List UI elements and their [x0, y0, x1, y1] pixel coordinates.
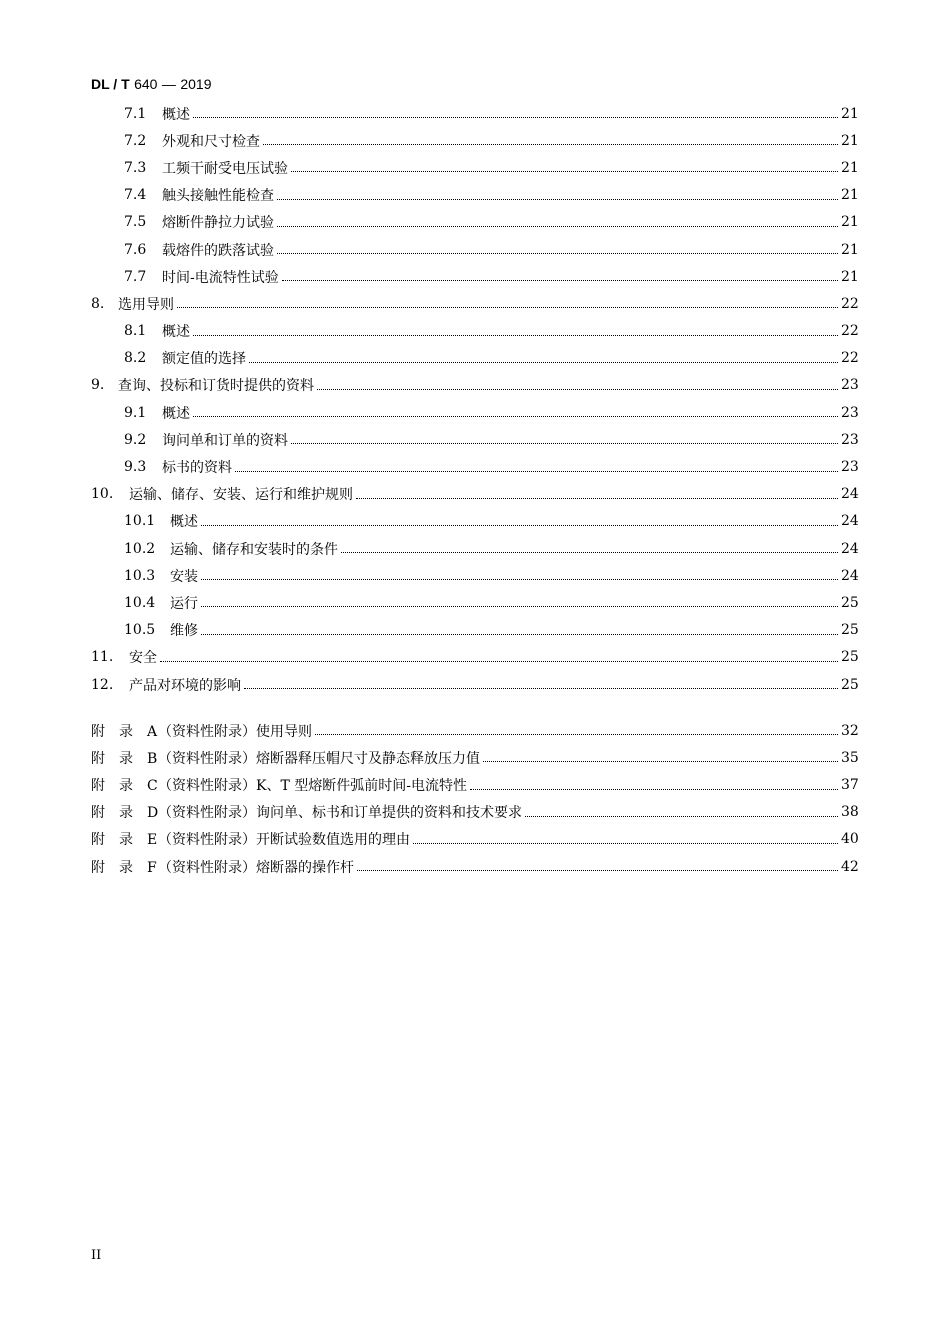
toc-entry[interactable]: [91, 426, 858, 453]
toc-entry-number: 12.: [91, 676, 114, 693]
dot-leader: [277, 253, 838, 254]
toc-entry-title: 运输、储存、安装、运行和维护规则: [129, 487, 353, 504]
dot-leader: [277, 226, 838, 227]
table-of-contents: [91, 100, 858, 880]
appendix-entry[interactable]: [91, 772, 858, 799]
toc-entry[interactable]: [91, 453, 858, 480]
toc-entry-page: 23: [841, 459, 859, 476]
toc-entry-title: 熔断件静拉力试验: [162, 215, 274, 232]
appendix-entry[interactable]: [91, 826, 858, 853]
dot-leader: [282, 280, 838, 281]
toc-entry[interactable]: [91, 236, 858, 263]
appendix-title: （资料性附录）使用导则: [158, 723, 312, 740]
appendix-page: 38: [841, 804, 859, 821]
dot-leader: [525, 816, 838, 817]
toc-entry[interactable]: [91, 100, 858, 127]
toc-entry-title: 概述: [162, 106, 190, 123]
appendix-title: （资料性附录）开断试验数值选用的理由: [158, 832, 410, 849]
dot-leader: [177, 307, 838, 308]
toc-entry-title: 标书的资料: [162, 460, 232, 477]
toc-entry[interactable]: [91, 644, 858, 671]
toc-entry-number: 9.3: [124, 459, 147, 476]
dot-leader: [413, 843, 838, 844]
toc-entry-title: 安全: [129, 650, 157, 667]
toc-entry-title: 运行: [170, 595, 198, 612]
toc-entry-page: 21: [841, 241, 859, 258]
toc-entry-number: 9.: [91, 377, 105, 394]
appendix-label: 附 录 C: [91, 778, 158, 795]
toc-entry-title: 维修: [170, 623, 198, 640]
document-header: [91, 76, 212, 93]
dot-leader: [357, 870, 838, 871]
dot-leader: [291, 171, 838, 172]
dot-leader: [470, 789, 838, 790]
toc-entry-page: 23: [841, 404, 859, 421]
toc-entry-number: 8.: [91, 295, 105, 312]
toc-entry[interactable]: [91, 671, 858, 698]
toc-entry-page: 25: [841, 594, 859, 611]
appendix-entry[interactable]: [91, 799, 858, 826]
header-dash: —: [161, 76, 176, 92]
toc-entry-page: 21: [841, 159, 859, 176]
toc-entry-title: 选用导则: [118, 296, 174, 313]
toc-entry-number: 8.1: [124, 323, 147, 340]
appendix-title: （资料性附录）K、T 型熔断件弧前时间-电流特性: [158, 778, 467, 795]
dot-leader: [483, 761, 838, 762]
toc-entry-title: 安装: [170, 568, 198, 585]
toc-entry-title: 概述: [162, 324, 190, 341]
page-number: II: [91, 1248, 102, 1263]
toc-entry-page: 24: [841, 567, 859, 584]
appendix-label: 附 录 F: [91, 859, 157, 876]
toc-entry-title: 时间-电流特性试验: [162, 269, 279, 286]
appendix-label: 附 录 E: [91, 832, 158, 849]
appendix-entry[interactable]: [91, 744, 858, 771]
dot-leader: [315, 734, 838, 735]
toc-entry-title: 产品对环境的影响: [129, 677, 241, 694]
toc-entry[interactable]: [91, 535, 858, 562]
toc-entry-number: 10.3: [124, 567, 156, 584]
toc-entry-number: 7.3: [124, 159, 147, 176]
toc-entry-title: 询问单和订单的资料: [162, 432, 288, 449]
toc-entry[interactable]: [91, 562, 858, 589]
appendix-label: 附 录 B: [91, 750, 158, 767]
toc-entry-title: 查询、投标和订货时提供的资料: [118, 378, 314, 395]
appendix-page: 42: [841, 858, 859, 875]
appendix-entry[interactable]: [91, 717, 858, 744]
dot-leader: [263, 144, 838, 145]
appendix-title: （资料性附录）熔断器的操作杆: [158, 859, 354, 876]
toc-entry[interactable]: [91, 508, 858, 535]
appendix-title: （资料性附录）询问单、标书和订单提供的资料和技术要求: [158, 805, 522, 822]
toc-entry-number: 7.4: [124, 187, 147, 204]
dot-leader: [341, 552, 838, 553]
toc-entry-number: 11.: [91, 649, 114, 666]
dot-leader: [201, 525, 838, 526]
toc-entry-number: 10.5: [124, 622, 156, 639]
toc-entry-page: 25: [841, 622, 859, 639]
toc-entry-number: 10.4: [124, 594, 156, 611]
appendix-page: 35: [841, 749, 859, 766]
toc-entry-title: 触头接触性能检查: [162, 188, 274, 205]
dot-leader: [193, 416, 838, 417]
appendix-label: 附 录 D: [91, 805, 159, 822]
toc-entry-number: 10.2: [124, 540, 156, 557]
toc-entry-page: 21: [841, 187, 859, 204]
standard-number: 640: [134, 76, 158, 92]
toc-entry-page: 22: [841, 323, 859, 340]
toc-entry[interactable]: [91, 617, 858, 644]
toc-entry-title: 概述: [170, 514, 198, 531]
standard-year: 2019: [180, 76, 212, 92]
toc-entry-page: 21: [841, 105, 859, 122]
appendix-entry[interactable]: [91, 853, 858, 880]
dot-leader: [201, 579, 838, 580]
dot-leader: [356, 498, 838, 499]
toc-entry-page: 22: [841, 295, 859, 312]
appendix-page: 37: [841, 777, 859, 794]
toc-entry-page: 25: [841, 676, 859, 693]
toc-entry[interactable]: [91, 372, 858, 399]
dot-leader: [201, 634, 838, 635]
toc-entry-page: 22: [841, 350, 859, 367]
toc-entry-title: 运输、储存和安装时的条件: [170, 541, 338, 558]
dot-leader: [193, 117, 838, 118]
section-spacer: [91, 698, 858, 717]
toc-entry-page: 21: [841, 268, 859, 285]
toc-entry-number: 7.1: [124, 105, 147, 122]
appendix-label: 附 录 A: [91, 723, 158, 740]
dot-leader: [291, 443, 838, 444]
dot-leader: [160, 661, 838, 662]
toc-entry[interactable]: [91, 127, 858, 154]
toc-entry-number: 7.7: [124, 268, 147, 285]
appendix-page: 40: [841, 831, 859, 848]
toc-entry[interactable]: [91, 182, 858, 209]
toc-entry-page: 21: [841, 214, 859, 231]
toc-entry-page: 24: [841, 540, 859, 557]
standard-code: DL / T: [91, 76, 130, 92]
toc-entry-number: 10.: [91, 486, 114, 503]
toc-entry-page: 25: [841, 649, 859, 666]
toc-entry[interactable]: [91, 209, 858, 236]
appendix-page: 32: [841, 722, 859, 739]
toc-entry-number: 9.1: [124, 404, 147, 421]
toc-entry-page: 23: [841, 431, 859, 448]
dot-leader: [201, 606, 838, 607]
toc-entry-page: 21: [841, 132, 859, 149]
toc-entry[interactable]: [91, 481, 858, 508]
dot-leader: [235, 471, 838, 472]
toc-entry-title: 工频干耐受电压试验: [162, 160, 288, 177]
dot-leader: [317, 389, 838, 390]
toc-entry[interactable]: [91, 399, 858, 426]
toc-entry[interactable]: [91, 589, 858, 616]
toc-entry-title: 外观和尺寸检查: [162, 133, 260, 150]
toc-entry[interactable]: [91, 345, 858, 372]
toc-entry-page: 24: [841, 513, 859, 530]
toc-entry-number: 8.2: [124, 350, 147, 367]
dot-leader: [193, 335, 838, 336]
toc-entry-number: 7.5: [124, 214, 147, 231]
toc-entry[interactable]: [91, 290, 858, 317]
dot-leader: [277, 199, 838, 200]
toc-entry-number: 9.2: [124, 431, 147, 448]
toc-entry-title: 载熔件的跌落试验: [162, 242, 274, 259]
toc-entry-page: 24: [841, 486, 859, 503]
toc-entry-number: 7.6: [124, 241, 147, 258]
toc-entry-title: 额定值的选择: [162, 351, 246, 368]
toc-entry[interactable]: [91, 154, 858, 181]
toc-entry-page: 23: [841, 377, 859, 394]
toc-entry[interactable]: [91, 263, 858, 290]
toc-entry-number: 10.1: [124, 513, 156, 530]
toc-entry[interactable]: [91, 318, 858, 345]
toc-entry-title: 概述: [162, 405, 190, 422]
dot-leader: [249, 362, 838, 363]
toc-entry-number: 7.2: [124, 132, 147, 149]
dot-leader: [244, 688, 838, 689]
appendix-title: （资料性附录）熔断器释压帽尺寸及静态释放压力值: [158, 750, 480, 767]
